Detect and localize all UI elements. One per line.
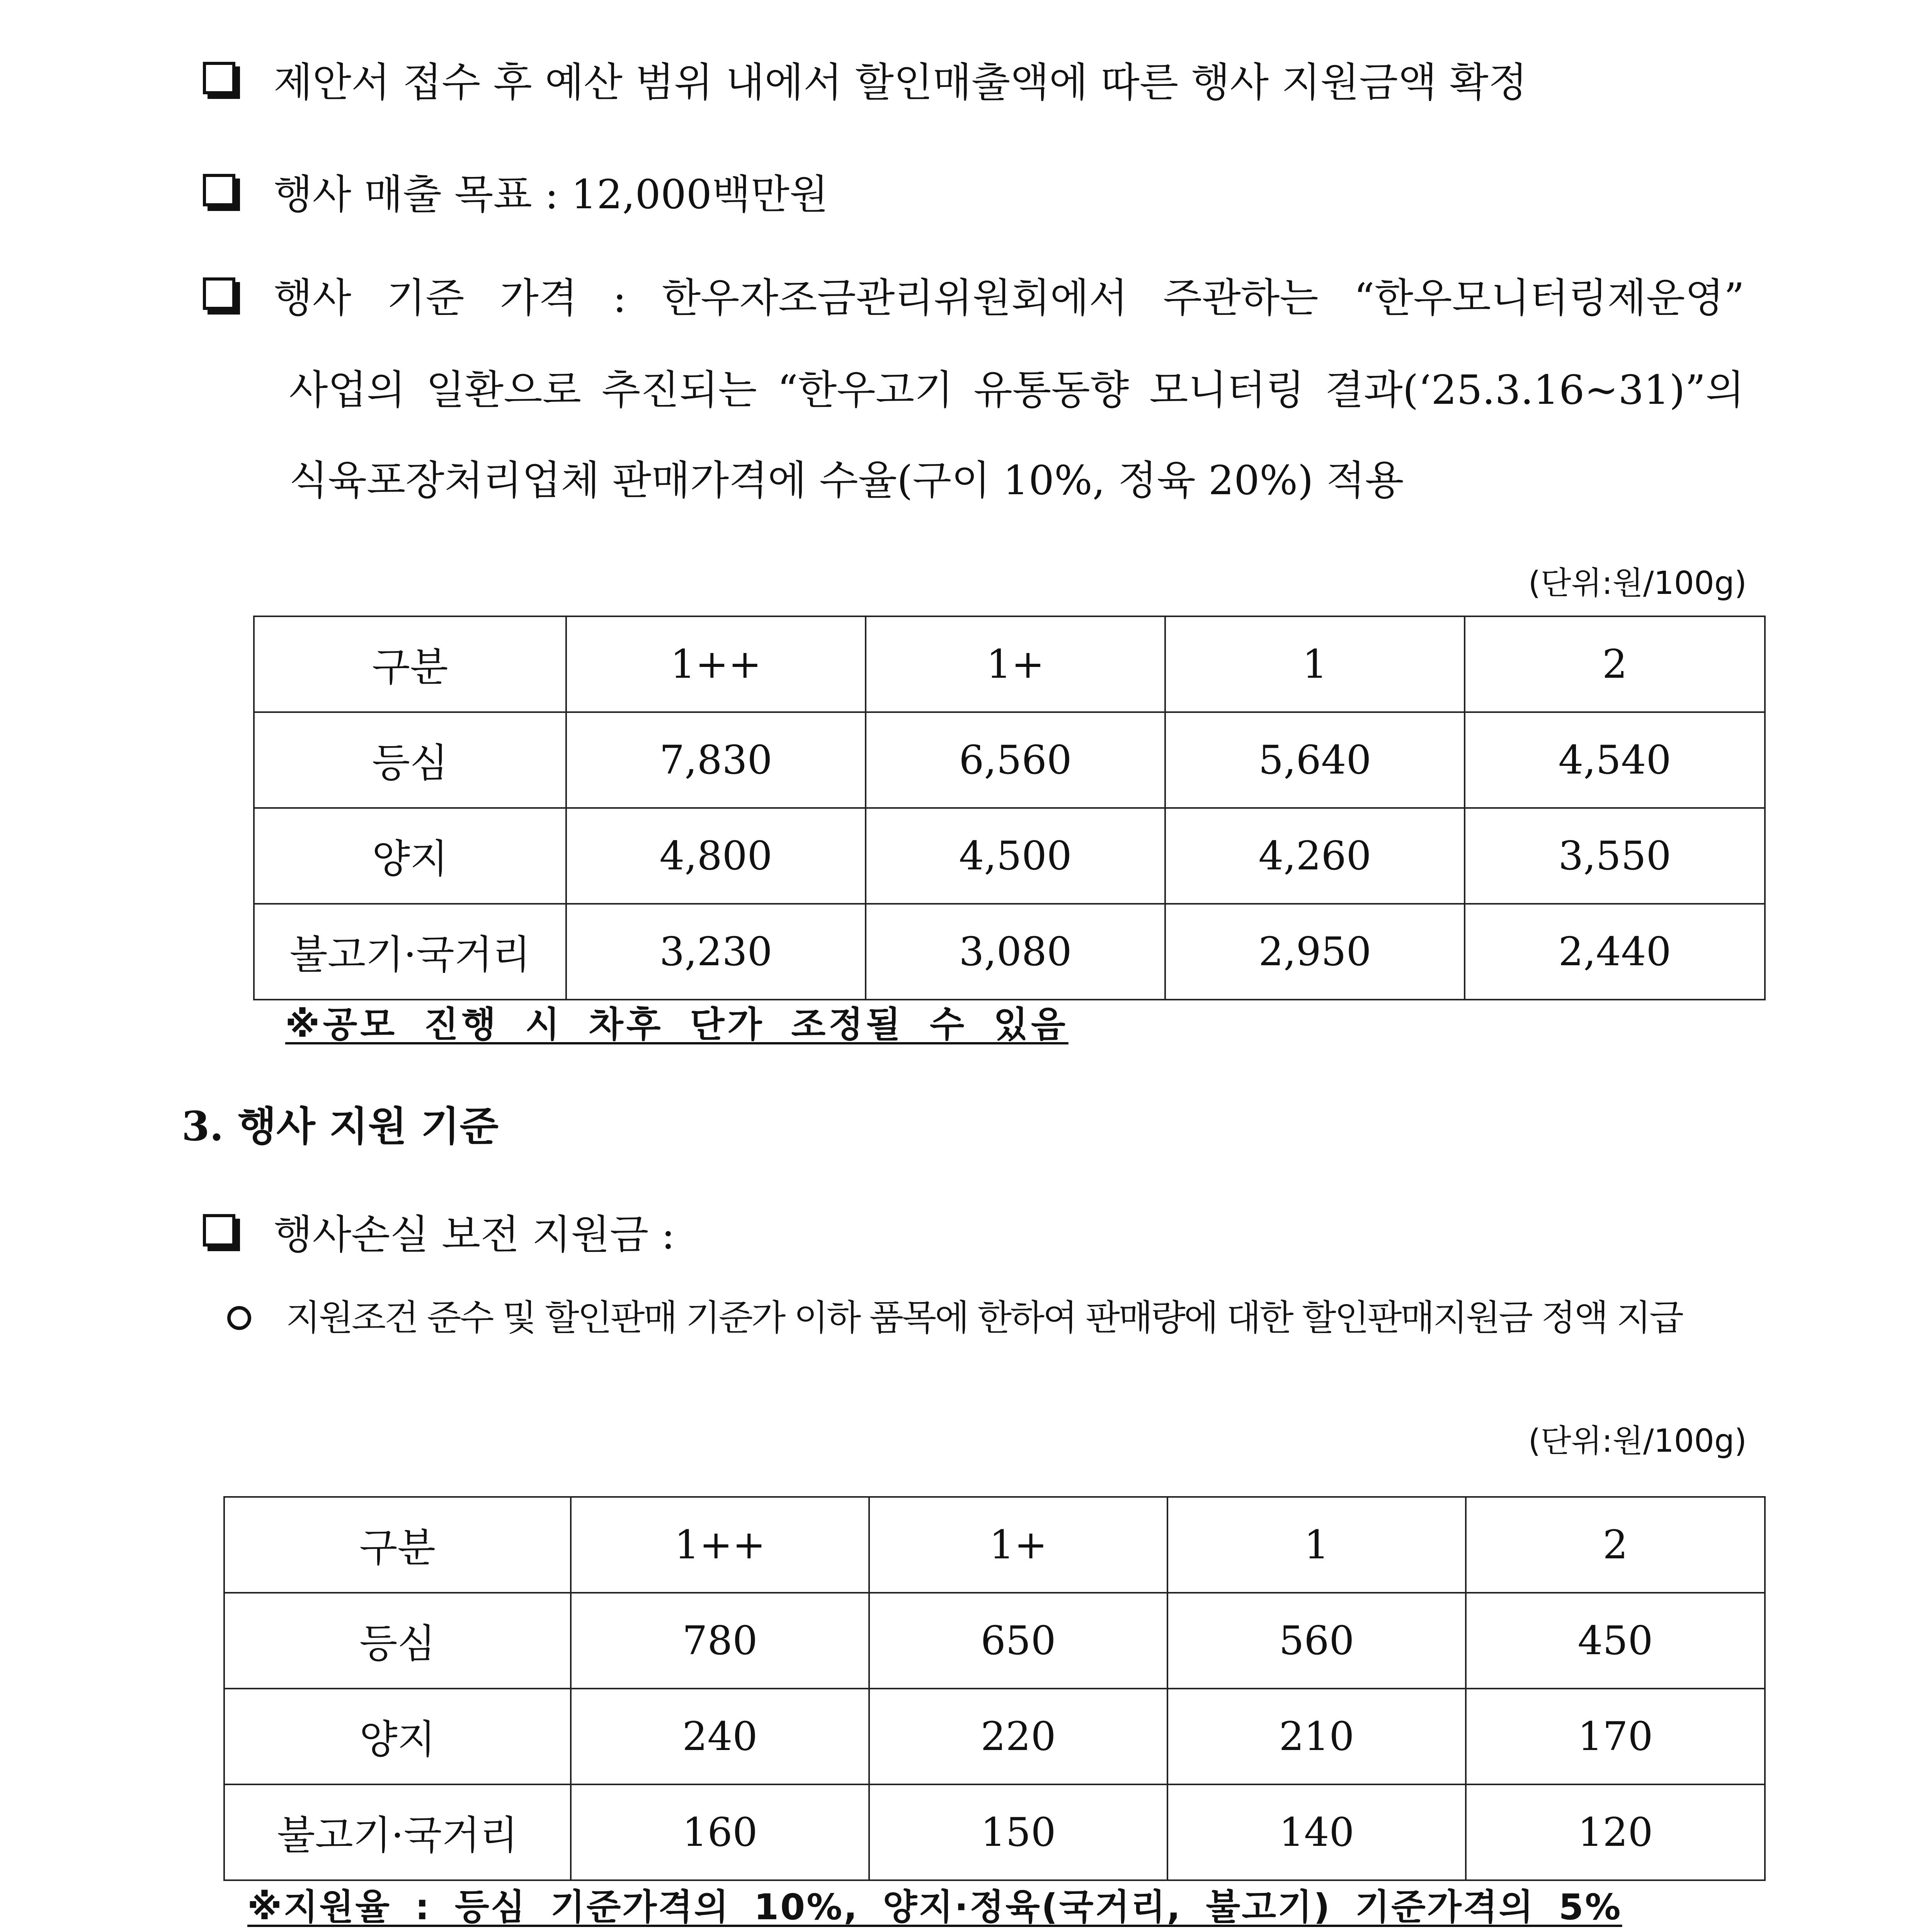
table-row xyxy=(254,808,1765,904)
table-row xyxy=(224,1689,1765,1784)
item-base-price-line1: 행사 기준 가격 : 한우자조금관리위원회에서 주관하는 “한우모니터링제운영” xyxy=(274,274,1744,321)
table-cell: 120 xyxy=(1466,1784,1765,1880)
section3-heading: 3. 행사 지원 기준 xyxy=(182,1102,499,1150)
bullet-support-condition: 지원조건 준수 및 할인판매 기준가 이하 품목에 한하여 판매량에 대한 할인판매지원금 정액 지급 xyxy=(286,1297,1682,1338)
table-cell: 등심 xyxy=(254,712,566,808)
item-base-price-line2: 사업의 일환으로 추진되는 “한우고기 유통동향 모니터링 결과(‘25.3.16~31)”의 xyxy=(289,366,1744,413)
table-cell: 불고기·국거리 xyxy=(224,1784,571,1880)
table2-note-support-rate: ※지원율 : 등심 기준가격의 10%, 양지·정육(국거리, 불고기) 기준가격의 5% xyxy=(247,1886,1622,1928)
item-budget-confirm: 제안서 접수 후 예산 범위 내에서 할인매출액에 따른 행사 지원금액 확정 xyxy=(274,59,1528,106)
table-header-cell: 2 xyxy=(1466,1497,1765,1593)
table-cell: 160 xyxy=(571,1784,869,1880)
checkbox-icon xyxy=(203,174,235,206)
checkbox-icon xyxy=(203,1214,235,1247)
table-cell: 양지 xyxy=(224,1689,571,1784)
table-header-row xyxy=(254,616,1765,712)
table-header-cell: 구분 xyxy=(224,1497,571,1593)
table-header-cell: 구분 xyxy=(254,616,566,712)
checkbox-icon xyxy=(203,277,235,310)
table-cell: 3,550 xyxy=(1465,808,1765,904)
table-cell: 6,560 xyxy=(866,712,1165,808)
table-cell: 150 xyxy=(869,1784,1167,1880)
table-cell: 450 xyxy=(1466,1593,1765,1689)
table-cell: 4,540 xyxy=(1465,712,1765,808)
table-cell: 불고기·국거리 xyxy=(254,904,566,1000)
table2-unit-label: (단위:원/100g) xyxy=(1528,1423,1747,1459)
table-cell: 4,260 xyxy=(1165,808,1465,904)
price-table xyxy=(253,616,1766,1000)
table-header-cell: 1++ xyxy=(571,1497,869,1593)
table-cell: 2,440 xyxy=(1465,904,1765,1000)
table-row xyxy=(224,1784,1765,1880)
table-header-cell: 2 xyxy=(1465,616,1765,712)
table-cell: 560 xyxy=(1167,1593,1466,1689)
table-cell: 5,640 xyxy=(1165,712,1465,808)
table-cell: 7,830 xyxy=(566,712,866,808)
item-base-price-line3: 식육포장처리업체 판매가격에 수율(구이 10%, 정육 20%) 적용 xyxy=(289,457,1404,504)
table-cell: 등심 xyxy=(224,1593,571,1689)
table-cell: 170 xyxy=(1466,1689,1765,1784)
table-cell: 210 xyxy=(1167,1689,1466,1784)
table1-note: ※공모 진행 시 차후 단가 조정될 수 있음 xyxy=(285,1004,1069,1045)
table-row xyxy=(254,904,1765,1000)
table-header-cell: 1+ xyxy=(866,616,1165,712)
table-cell: 3,230 xyxy=(566,904,866,1000)
table-row xyxy=(254,712,1765,808)
table-cell: 양지 xyxy=(254,808,566,904)
support-table xyxy=(223,1496,1766,1881)
table-cell: 140 xyxy=(1167,1784,1466,1880)
table-header-cell: 1+ xyxy=(869,1497,1167,1593)
table-header-cell: 1 xyxy=(1167,1497,1466,1593)
table-cell: 3,080 xyxy=(866,904,1165,1000)
item-sales-target: 행사 매출 목표 : 12,000백만원 xyxy=(274,171,829,218)
table1-unit-label: (단위:원/100g) xyxy=(1528,565,1747,602)
table-header-cell: 1++ xyxy=(566,616,866,712)
checkbox-icon xyxy=(203,62,235,94)
table-header-cell: 1 xyxy=(1165,616,1465,712)
table-row xyxy=(224,1593,1765,1689)
table-cell: 2,950 xyxy=(1165,904,1465,1000)
table-cell: 220 xyxy=(869,1689,1167,1784)
table-cell: 4,800 xyxy=(566,808,866,904)
table-cell: 650 xyxy=(869,1593,1167,1689)
table-header-row xyxy=(224,1497,1765,1593)
circle-bullet-icon xyxy=(227,1306,251,1330)
item-loss-compensation: 행사손실 보전 지원금 : xyxy=(274,1211,675,1258)
table-cell: 240 xyxy=(571,1689,869,1784)
table-cell: 780 xyxy=(571,1593,869,1689)
table-cell: 4,500 xyxy=(866,808,1165,904)
